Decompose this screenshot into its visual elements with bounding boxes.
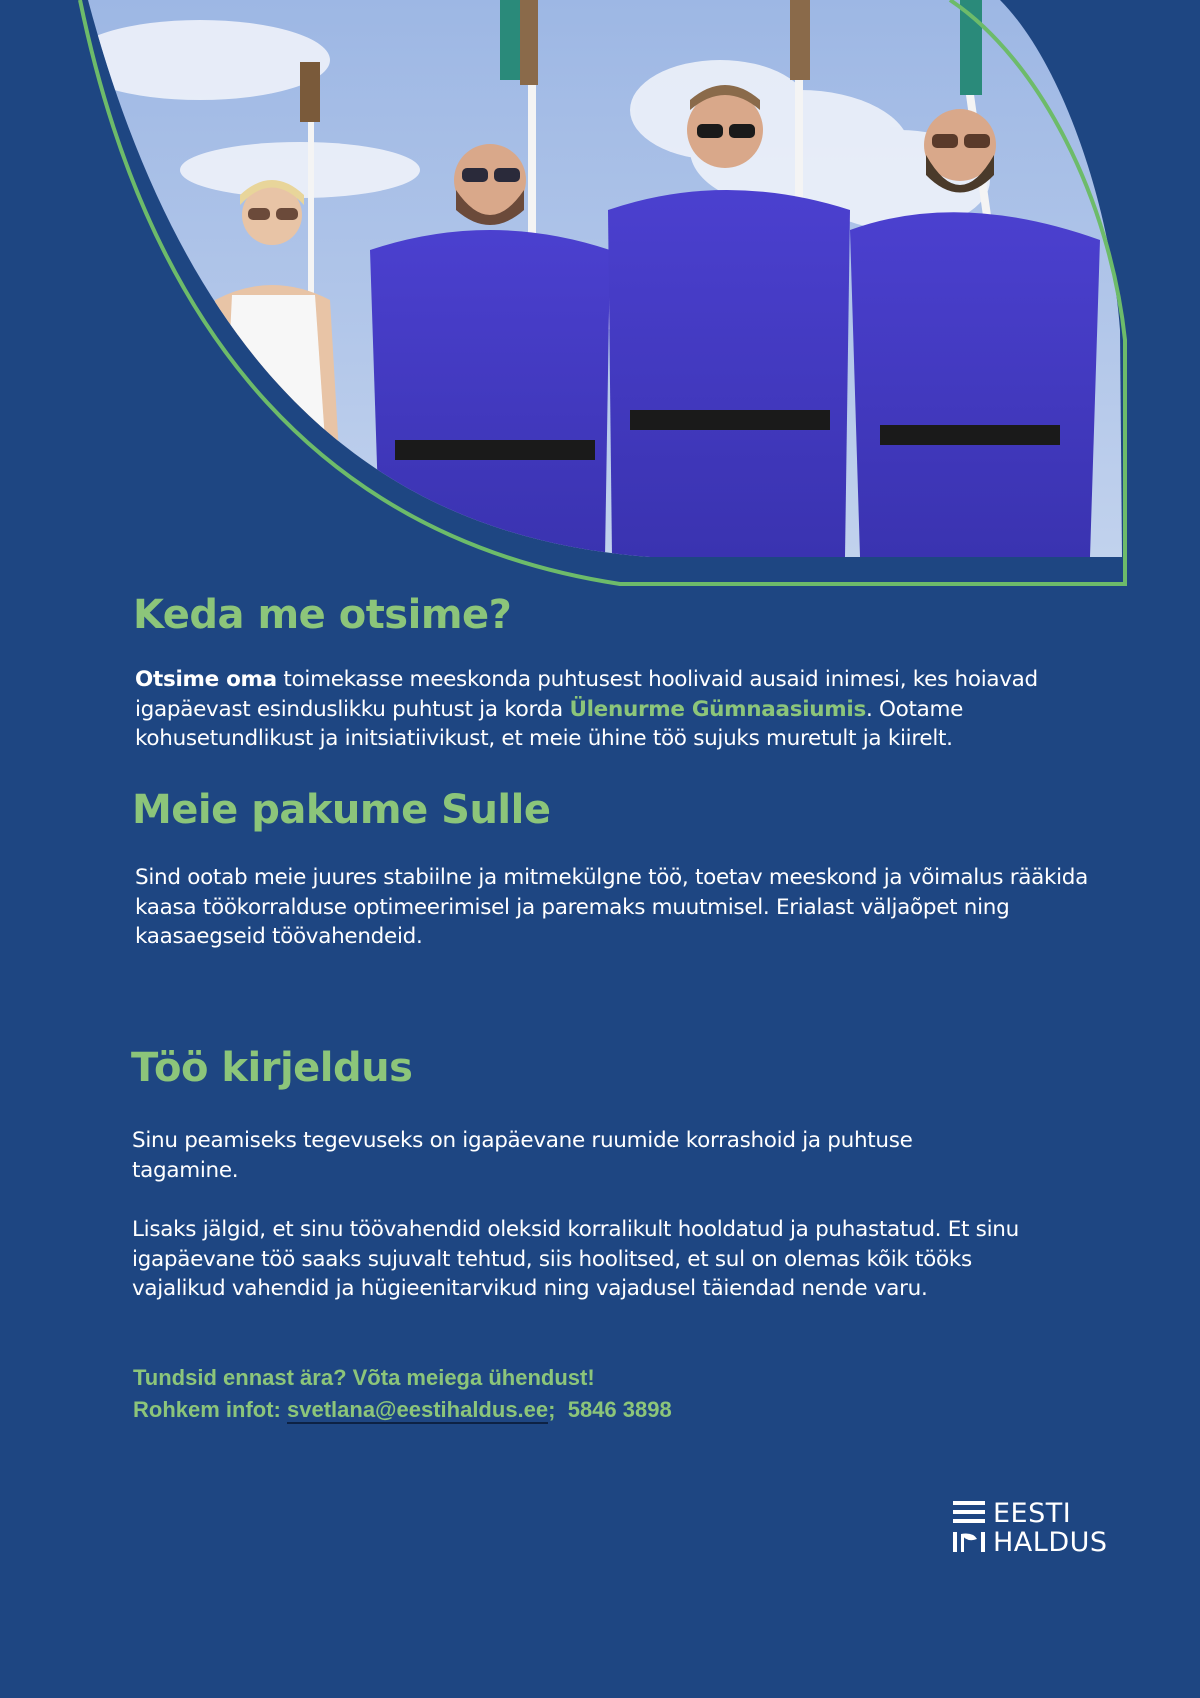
contact-line <box>133 1394 672 1426</box>
paragraph-text: toimekasse meeskonda puhtusest hoolivaid ausaid inimesi, kes hoiavad igapäevast esinduslikku puhtust ja korda <box>135 667 1038 722</box>
contact-separator: ; <box>548 1397 568 1422</box>
hero-illustration <box>0 0 1200 600</box>
eesti-haldus-logo-icon <box>953 1499 989 1555</box>
paragraph-meie-pakume: Sind ootab meie juures stabiilne ja mitmekülgne töö, toetav meeskond ja võimalus rääkida kaasa töökorralduse optimeerimisel ja paremaks muutmisel. Erialast väljaõpet ning kaasaegseid töövahendeid. <box>135 865 1089 949</box>
call-to-action: Tundsid ennast ära? Võta meiega ühendust! <box>133 1365 595 1390</box>
contact-info-label: Rohkem infot: <box>133 1397 287 1422</box>
heading-keda-me-otsime: Keda me otsime? <box>133 592 512 638</box>
logo-text-eesti: EESTI <box>993 1498 1072 1529</box>
heading-too-kirjeldus: Töö kirjeldus <box>131 1045 413 1091</box>
phone-number[interactable]: 5846 3898 <box>567 1397 672 1422</box>
email-link[interactable]: svetlana@eestihaldus.ee <box>287 1397 549 1422</box>
school-name-highlight: Ülenurme Gümnaasiumis <box>569 696 866 722</box>
lead-bold-text: Otsime oma <box>135 667 277 692</box>
paragraph-too-kirjeldus-1: Sinu peamiseks tegevuseks on igapäevane ruumide korrashoid ja puhtuse tagamine. <box>132 1128 913 1183</box>
paragraph-too-kirjeldus-2: Lisaks jälgid, et sinu töövahendid oleksid korralikult hooldatud ja puhastatud. Et sinu igapäevane töö saaks sujuvalt tehtud, siis hoolitsed, et sul on olemas kõik tööks vajalikud vahendid ja hügieenitarvikud ning vajadusel täiendad nende varu. <box>132 1217 1019 1301</box>
heading-meie-pakume-sulle: Meie pakume Sulle <box>132 787 551 833</box>
eesti-haldus-logo <box>953 1497 1123 1557</box>
paragraph-keda-me-otsime <box>135 665 1095 754</box>
logo-text-haldus: HALDUS <box>993 1527 1108 1558</box>
paragraph-text: . Ootame kohusetundlikust ja initsiatiivikust, et meie ühine töö sujuks muretult ja kiirelt. <box>135 696 964 751</box>
hero-photo <box>0 0 1200 600</box>
